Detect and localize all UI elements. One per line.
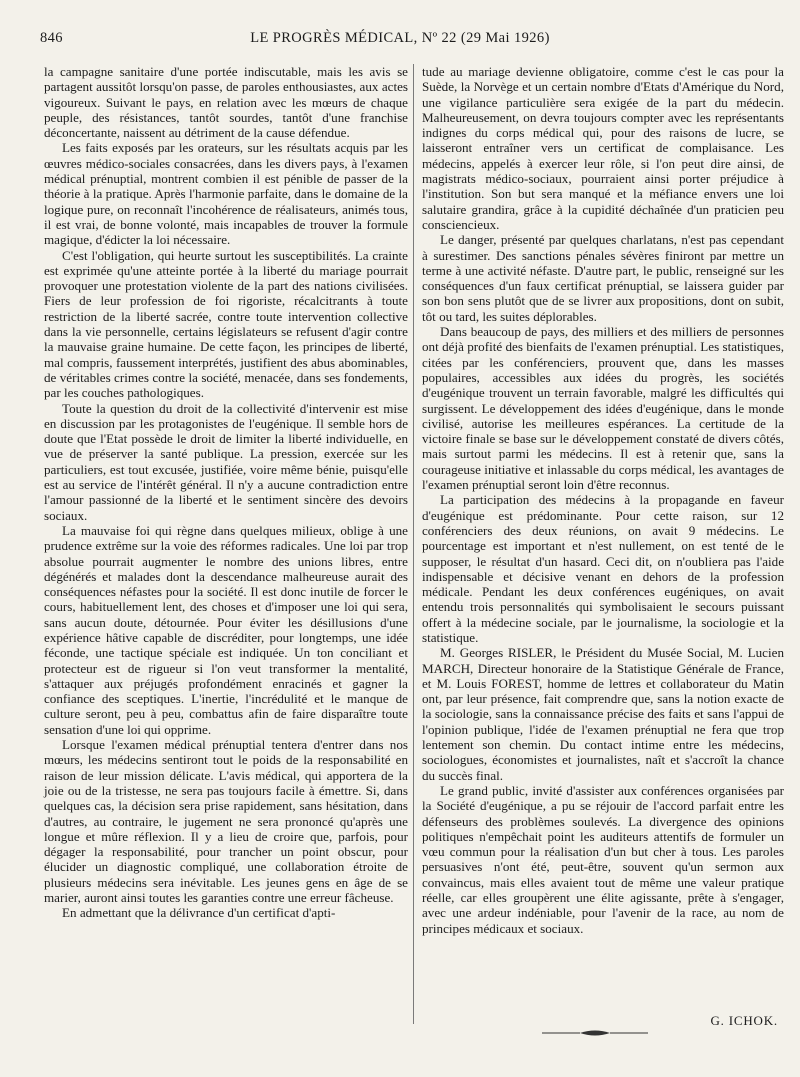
author-signature: G. ICHOK. <box>710 1013 778 1028</box>
paragraph: Les faits exposés par les orateurs, sur les résultats acquis par les œuvres médico-sociales consacrées, dans les divers pays, à l'examen médical prénuptial, montrent combien il est pénible de passer de la théorie à la pratique. Après l'harmonie parfaite, dans le domaine de la logique pure, on reconnaît l'incohérence de réalisateurs, animés tous, il est vrai, de bonne volonté, mais incapables de trouver la formule magique, d'édicter la loi nécessaire. <box>44 140 408 248</box>
paragraph: Dans beaucoup de pays, des milliers et des milliers de personnes ont déjà profité des bienfaits de l'examen prénuptial. Les statistiques, citées par les conférenciers, prouvent que, dans les masses populaires, accessibles aux idées du progrès, les sociétés d'eugénique trouvent un terrain favorable, malgré les difficultés qui surgissent. Le développement des idées d'eugénique, dans le monde civilisé, autorise les meilleures espérances. La certitude de la victoire finale se base sur le développement constaté de divers côtés, mais surtout parmi les médecins. Il est à retenir que, sans la courageuse initiative et inlassable du corps médical, les avantages de l'examen prénuptial seront loin d'être reconnus. <box>422 324 784 493</box>
paragraph: Toute la question du droit de la collectivité d'intervenir est mise en discussion par les protagonistes de l'eugénique. Il semble hors de doute que l'Etat possède le droit de limiter la liberté individuelle, en vue de préserver la santé publique. La pression, exercée sur les particuliers, est tout excusée, justifiée, voire même bénie, puisqu'elle est au service de l'intérêt général. Il n'y a aucune contradiction entre l'amour passionné de la liberté et le sentiment sincère des devoirs sociaux. <box>44 400 408 523</box>
page-number: 846 <box>40 30 63 46</box>
paragraph: Le danger, présenté par quelques charlatans, n'est pas cependant à surestimer. Des sanctions pénales sévères finiront par mettre un terme à une activité néfaste. D'autre part, le public, renseigné sur les conséquences d'un faux certificat prénuptial, se laissera guider par son bon sens plutôt que de se livrer aux propositions, dont on subit, tôt ou tard, les suites déplorables. <box>422 232 784 324</box>
paragraph: Lorsque l'examen médical prénuptial tentera d'entrer dans nos mœurs, les médecins sentiront tout le poids de la responsabilité en raison de leur mission délicate. L'avis médical, qui apportera de la joie ou de la tristesse, ne sera pas toujours facile à émettre. Si, dans quelques cas, la décision sera prise rapidement, sans hésitation, dans d'autres, au contraire, le jugement ne sera prononcé qu'après une longue et mûre réflexion. Il y a lieu de croire que, parfois, pour dégager la responsabilité, pour trancher un point obscur, pour élucider un diagnostic compliqué, une collaboration étroite de plusieurs médecins sera inévitable. Les jeunes gens en âge de se marier, auront ainsi toutes les garanties contre une erreur fâcheuse. <box>44 737 408 906</box>
left-column <box>44 64 408 921</box>
paragraph: Le grand public, invité d'assister aux conférences organisées par la Société d'eugénique, a pu se réjouir de l'accord parfait entre les défenseurs des problèmes soulevés. La divergence des opinions politiques n'empêchait point les auditeurs attentifs de formuler un vœu commun pour la réalisation d'un but cher à tous. Les paroles persuasives n'ont été, peut-être, souvent qu'un sermon aux convaincus, mais elles avaient tout de même une valeur pratique réelle, car elles groupèrent une élite agissante, prête à s'engager, avec une ardeur indéniable, pour l'avenir de la race, au nom de principes médicaux et sociaux. <box>422 782 784 936</box>
paragraph: C'est l'obligation, qui heurte surtout les susceptibilités. La crainte est exprimée qu'une atteinte portée à la liberté du mariage pourrait provoquer une protestation violente de la part des nations civilisées. Fiers de leur profession de foi rigoriste, récalcitrants à toute restriction de la liberté sacrée, contre toute intervention collective dans la vie personnelle, certains législateurs se refusent d'agir contre la mauvaise graine humaine. De cette façon, les principes de liberté, mal compris, faussement interprétés, justifient des abus abominables, de véritables crimes contre la société, menacée, dans ses fondements, par les couches pathologiques. <box>44 247 408 401</box>
paragraph: M. Georges RISLER, le Président du Musée Social, M. Lucien MARCH, Directeur honoraire de la Statistique Générale de France, et M. Louis FOREST, homme de lettres et collaborateur du Matin ont, par leur présence, fait comprendre que, sans la notion exacte de la sociologie, sans la connaissance précise des faits et sans l'appui de l'opinion publique, l'idée de l'examen prénuptial ne fera que trop lentement son chemin. Du contact intime entre les médecins, sociologues, économistes et journalistes, naît et s'accroît la chance du succès final. <box>422 645 784 783</box>
paragraph: tude au mariage devienne obligatoire, comme c'est le cas pour la Suède, la Norvège et un certain nombre d'Etats d'Amérique du Nord, une vigilance particulière sera exigée de la part du médecin. Malheureusement, on devra toujours compter avec les représentants indignes du corps médical qui, pour des raisons de lucre, se laisseront entraîner vers un certificat de complaisance. Les médecins, appelés à exercer leur rôle, si l'on peut dire ainsi, de magistrats médico-sociaux, pourraient ainsi porter préjudice à l'institution. Son but sera manqué et la méfiance envers une loi salutaire grandira, grâce à la cupidité déchaînée d'un praticien peu consciencieux. <box>422 64 784 232</box>
journal-title: LE PROGRÈS MÉDICAL, Nº 22 (29 Mai 1926) <box>250 30 550 46</box>
right-column <box>422 64 784 936</box>
running-header <box>40 30 760 52</box>
paragraph: En admettant que la délivrance d'un certificat d'apti- <box>62 905 336 921</box>
paragraph: La mauvaise foi qui règne dans quelques milieux, oblige à une prudence extrême sur la voie des réformes radicales. Une loi par trop absolue pourrait augmenter le nombre des unions libres, entre dégénérés et malades dont la descendance malheureuse aurait des conséquences néfastes pour la société. Il est donc inutile de forcer le cours, habituellement lent, des choses et d'imposer une loi qui sera, sans aucun doute, détournée. Pour éviter les désillusions d'une expérience hâtive capable de discréditer, pour longtemps, une idée féconde, une tactique spéciale est indiquée. Un ton conciliant et protecteur est de rigueur si l'on veut transformer la mentalité, s'attaquer aux préjugés profondément enracinés et gagner la confiance des sceptiques. L'inertie, l'incrédulité et le manque de culture seront, peu à peu, combattus afin de faire disparaître toute sensation d'une loi qui opprime. <box>44 522 408 737</box>
column-divider <box>413 64 414 1024</box>
paragraph: la campagne sanitaire d'une portée indiscutable, mais les avis se partagent aussitôt lorsqu'on passe, de paroles enthousiastes, aux actes vigoureux. Suivant le pays, en relation avec les mœurs de chaque peuple, des résistances, tantôt sourdes, tantôt d'une franchise déconcertante, naissent au détriment de la cause défendue. <box>44 64 408 141</box>
paragraph: La participation des médecins à la propagande en faveur d'eugénique est prédominante. Pour cette raison, sur 12 conférenciers des deux réunions, on avait 9 médecins. Le pourcentage est important et n'est nullement, on est tenté de le supposer, le résultat d'un hasard. Ceci dit, on n'oubliera pas l'aide indispensable et décisive venant en dehors de la profession médicale. Pendant les deux conférences eugéniques, on avait entendu trois personnalités qui symbolisaient le secours puissant offert à la médecine sociale, par le journalisme, la sociologie et la statistique. <box>422 492 784 645</box>
end-ornament-icon <box>540 1028 650 1038</box>
